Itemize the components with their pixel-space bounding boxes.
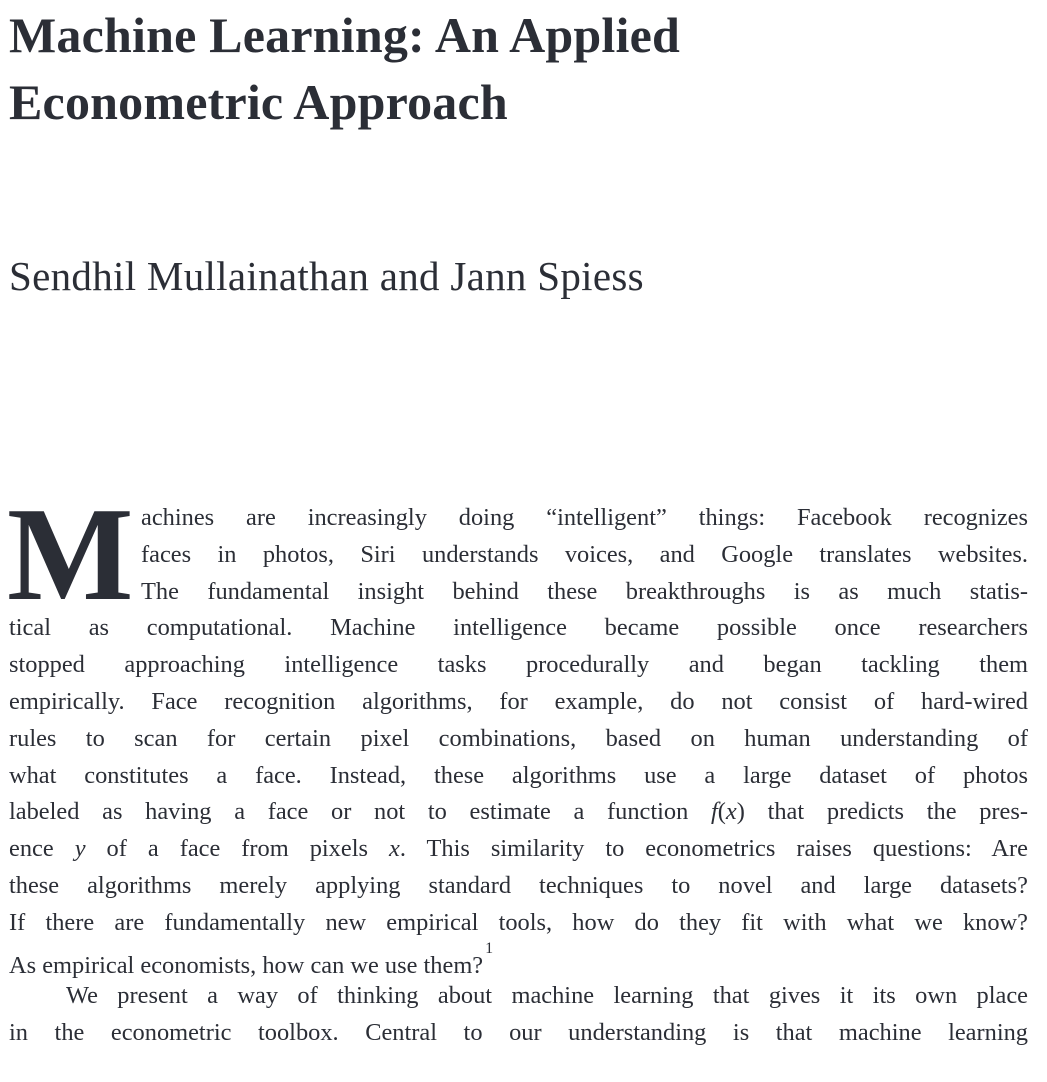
text-line: in the econometric toolbox. Central to our understanding is that machine learning [9, 1019, 1028, 1047]
paper-title [9, 2, 1009, 136]
math-variable-y: y [74, 835, 86, 863]
text-line: If there are fundamentally new empirical tools, how do they fit with what we know? [9, 908, 1028, 936]
paragraph-2 [9, 978, 1028, 1052]
text-line: what constitutes a face. Instead, these algorithms use a large dataset of photos [9, 761, 1028, 789]
text-line [9, 794, 1028, 831]
text-line [9, 939, 1028, 979]
math-variable-x: x [388, 835, 400, 863]
math-paren-close: ) [736, 798, 745, 826]
text-line: We present a way of thinking about machine learning that gives it its own place [66, 982, 1028, 1010]
math-variable-x: x [725, 798, 737, 826]
author-names: Sendhil Mullainathan and Jann Spiess [9, 253, 644, 299]
text-segment: of a face from pixels [106, 835, 368, 863]
drop-cap: M [7, 480, 134, 628]
title-line-2: Econometric Approach [9, 74, 508, 130]
text-line: these algorithms merely applying standard techniques to novel and large datasets? [9, 871, 1028, 899]
text-line: stopped approaching intelligence tasks procedurally and began tackling them [9, 651, 1028, 679]
text-line: rules to scan for certain pixel combinations, based on human understanding of [9, 724, 1028, 752]
text-line: The fundamental insight behind these breakthroughs is as much statis- [141, 577, 1028, 605]
math-function-f: f [711, 798, 718, 826]
text-line: achines are increasingly doing “intelligent” things: Facebook recognizes [141, 504, 1028, 531]
text-line: faces in photos, Siri understands voices, and Google translates websites. [141, 540, 1028, 568]
text-line: empirically. Face recognition algorithms, for example, do not consist of hard-wired [9, 687, 1028, 715]
text-line [9, 831, 1028, 868]
math-paren-open: ( [717, 798, 726, 826]
text-segment: As empirical economists, how can we use them? [9, 951, 484, 979]
title-line-1: Machine Learning: An Applied [9, 7, 680, 63]
text-segment: . This similarity to econometrics raises questions: Are [399, 835, 1028, 863]
text-segment: ence [9, 835, 54, 863]
text-line: tical as computational. Machine intelligence became possible once researchers [9, 614, 1028, 642]
text-segment: that predicts the pres- [767, 798, 1028, 826]
article-body [7, 480, 1028, 1052]
text-segment: labeled as having a face or not to estimate a function [9, 798, 689, 826]
footnote-reference[interactable]: 1 [485, 939, 494, 957]
paragraph-1 [9, 500, 1028, 978]
